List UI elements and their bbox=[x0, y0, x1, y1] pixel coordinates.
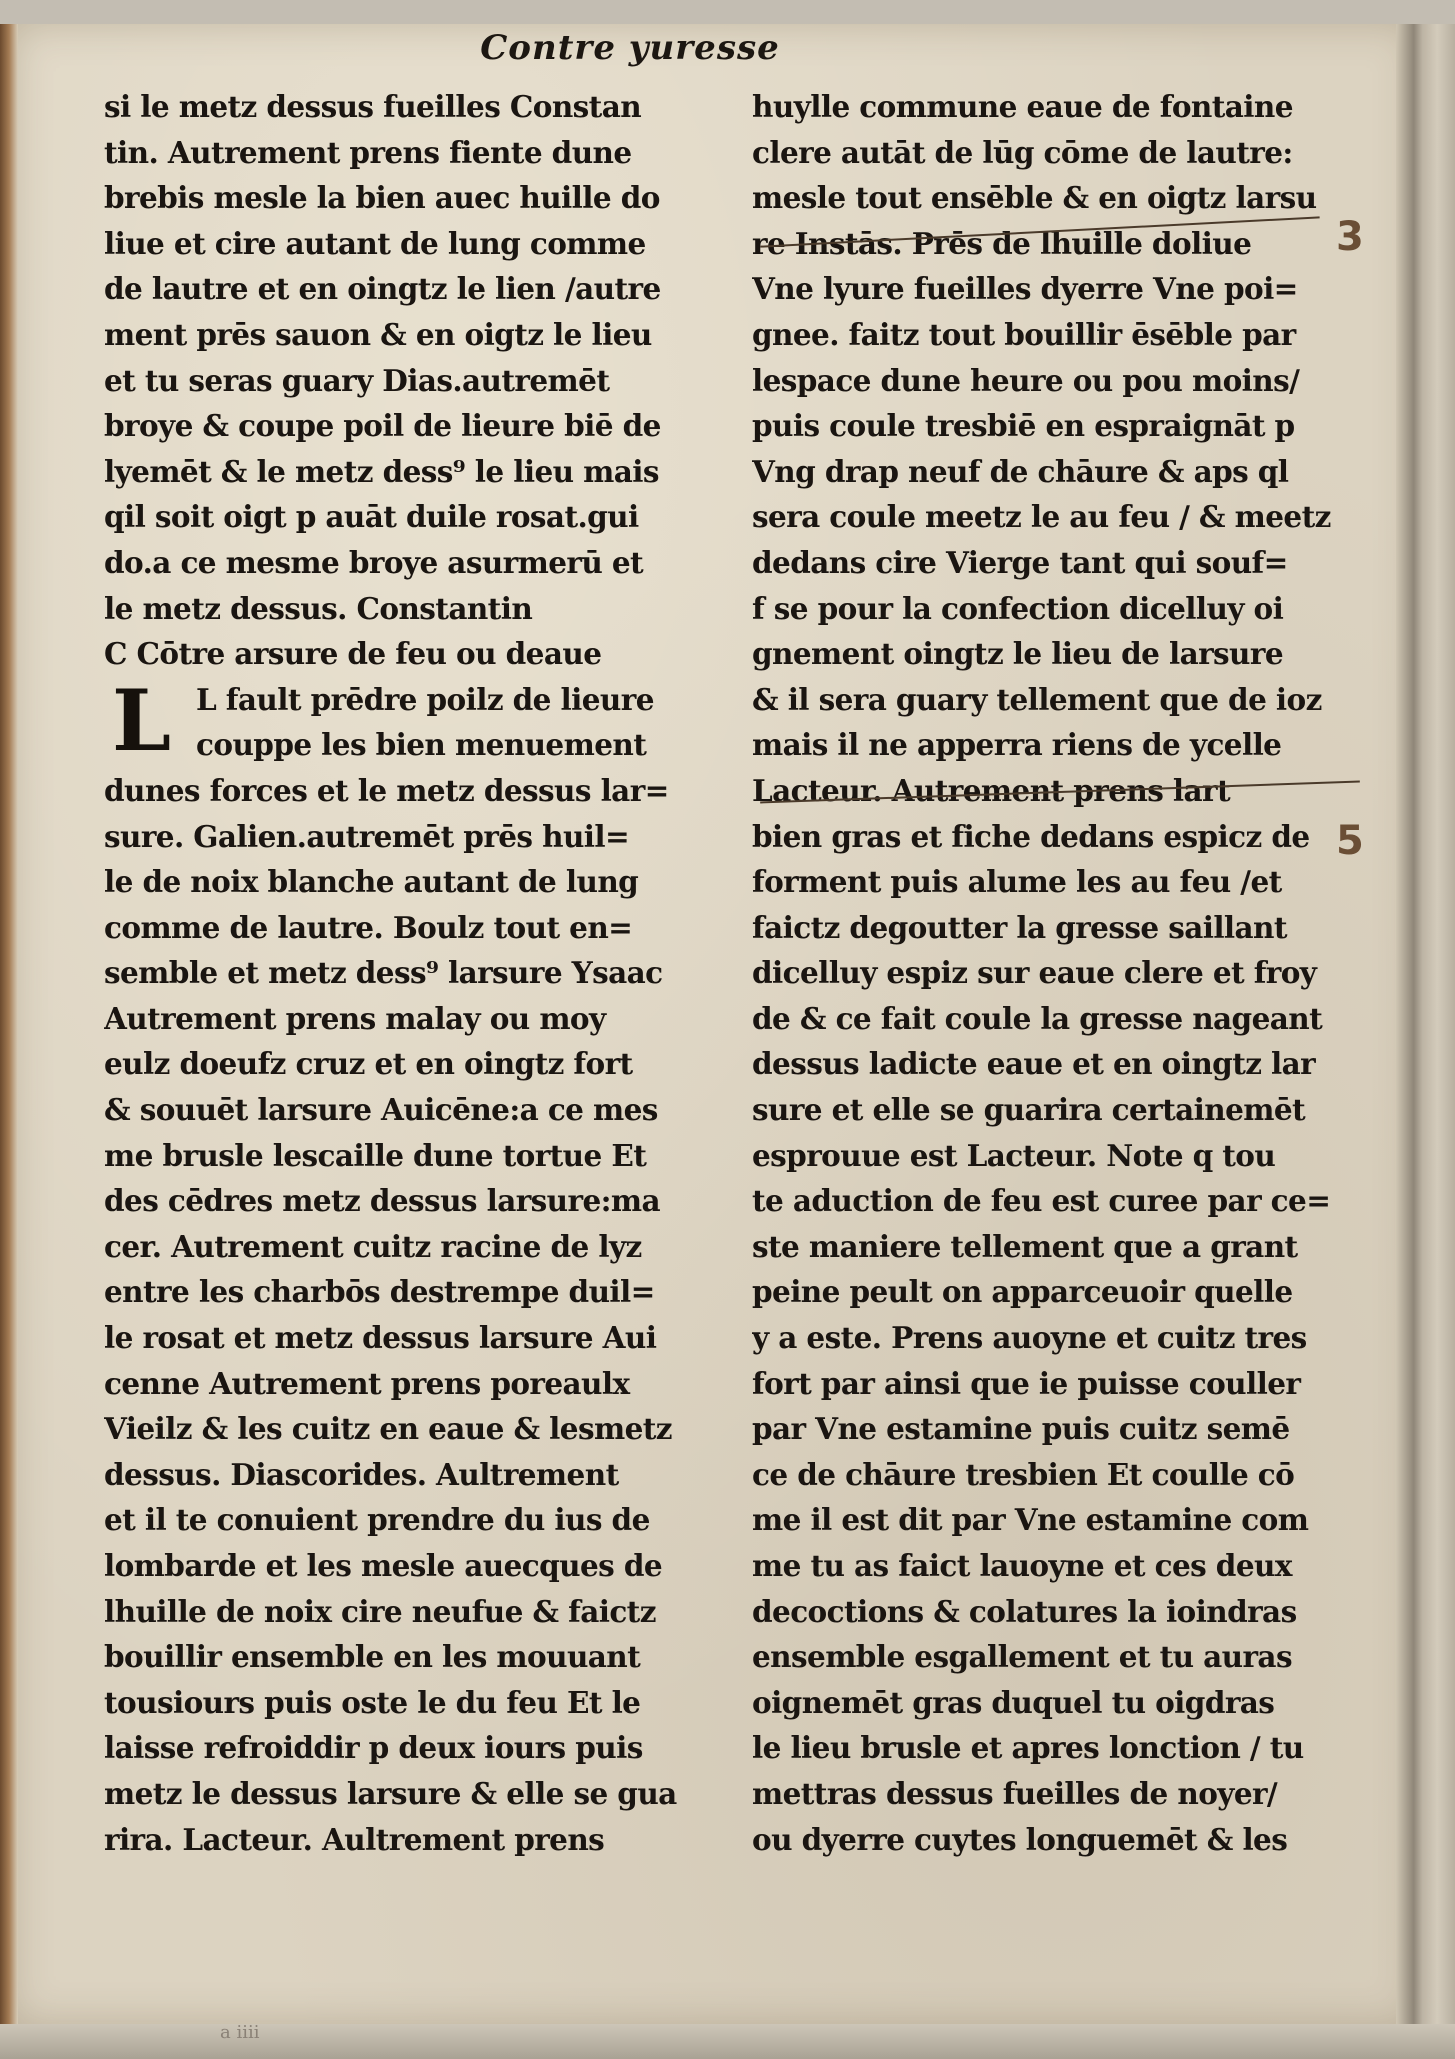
text-line: par Vne estamine puis cuitz semē bbox=[752, 1411, 1290, 1447]
text-line: clere autāt de lūg cōme de lautre: bbox=[752, 134, 1293, 170]
text-line: mettras dessus fueilles de noyer/ bbox=[752, 1775, 1278, 1811]
text-line: Vne lyure fueilles dyerre Vne poi= bbox=[752, 271, 1298, 307]
text-line: cer. Autrement cuitz racine de lyz bbox=[104, 1228, 642, 1264]
text-line: tousiours puis oste le du feu Et le bbox=[104, 1684, 641, 1720]
text-line: Autrement prens malay ou moy bbox=[104, 1000, 606, 1036]
text-line: le lieu brusle et apres lonction / tu bbox=[752, 1730, 1304, 1766]
page-edge-right bbox=[1396, 24, 1455, 2059]
text-line: sera coule meetz le au feu / & meetz bbox=[752, 499, 1331, 535]
text-line: me tu as faict lauoyne et ces deux bbox=[752, 1548, 1292, 1583]
text-line: le de noix blanche autant de lung bbox=[104, 864, 639, 900]
text-line: ment prēs sauon & en oigtz le lieu bbox=[104, 316, 652, 352]
text-line: me brusle lescaille dune tortue Et bbox=[104, 1137, 647, 1173]
text-line: broye & coupe poil de lieure biē de bbox=[104, 408, 661, 444]
left-text-column bbox=[104, 84, 726, 2004]
text-line: dessus ladicte eaue et en oingtz lar bbox=[752, 1046, 1316, 1082]
text-line: sure. Galien.autremēt prēs huil= bbox=[104, 818, 630, 854]
text-line: L fault prēdre poilz de lieure bbox=[196, 681, 654, 717]
text-line: liue et cire autant de lung comme bbox=[104, 225, 646, 261]
text-line: dedans cire Vierge tant qui souf= bbox=[752, 544, 1288, 580]
text-line: peine peult on apparceuoir quelle bbox=[752, 1274, 1293, 1310]
signature-mark: a iiii bbox=[220, 2022, 260, 2043]
text-line: lyemēt & le metz dess⁹ le lieu mais bbox=[104, 453, 659, 489]
text-line: bien gras et fiche dedans espicz de bbox=[752, 818, 1310, 854]
text-line: cenne Autrement prens poreaulx bbox=[104, 1365, 630, 1401]
text-line: et il te conuient prendre du ius de bbox=[104, 1502, 650, 1538]
text-line: puis coule tresbiē en espraignāt p bbox=[752, 408, 1295, 444]
text-line: decoctions & colatures la ioindras bbox=[752, 1593, 1297, 1629]
running-head: Contre yuresse bbox=[480, 28, 780, 68]
text-line: dessus. Diascorides. Aultrement bbox=[104, 1456, 619, 1492]
text-line: couppe les bien menuement bbox=[196, 727, 647, 763]
text-line: gnee. faitz tout bouillir ēsēble par bbox=[752, 316, 1296, 352]
text-line: Vng drap neuf de chāure & aps ql bbox=[752, 453, 1289, 489]
text-line: le metz dessus. Constantin bbox=[104, 590, 533, 626]
text-line: C Cōtre arsure de feu ou deaue bbox=[104, 636, 602, 672]
text-line: huylle commune eaue de fontaine bbox=[752, 89, 1293, 124]
text-line: y a este. Prens auoyne et cuitz tres bbox=[752, 1320, 1307, 1356]
text-line: lombarde et les mesle auecques de bbox=[104, 1548, 663, 1583]
text-line: me il est dit par Vne estamine com bbox=[752, 1502, 1309, 1538]
text-line: forment puis alume les au feu /et bbox=[752, 864, 1282, 900]
text-line: eulz doeufz cruz et en oingtz fort bbox=[104, 1046, 633, 1082]
margin-annotation-mark: 5 bbox=[1336, 818, 1364, 864]
binding-edge-left bbox=[0, 24, 18, 2024]
text-line: f se pour la confection dicelluy oi bbox=[752, 590, 1284, 626]
text-line: ou dyerre cuytes longuemēt & les bbox=[752, 1821, 1288, 1857]
text-line: dicelluy espiz sur eaue clere et froy bbox=[752, 955, 1317, 991]
text-line: rira. Lacteur. Aultrement prens bbox=[104, 1821, 605, 1857]
text-line: Vieilz & les cuitz en eaue & lesmetz bbox=[104, 1411, 672, 1447]
text-line: entre les charbōs destrempe duil= bbox=[104, 1274, 655, 1310]
text-line: ensemble esgallement et tu auras bbox=[752, 1639, 1292, 1675]
text-line: des cēdres metz dessus larsure:ma bbox=[104, 1183, 661, 1219]
text-line: semble et metz dess⁹ larsure Ysaac bbox=[104, 955, 663, 991]
right-text-column bbox=[752, 84, 1384, 2004]
text-line: sure et elle se guarira certainemēt bbox=[752, 1092, 1306, 1128]
text-line: de lautre et en oingtz le lien /autre bbox=[104, 271, 661, 307]
text-line: brebis mesle la bien auec huille do bbox=[104, 180, 660, 216]
text-line: tin. Autrement prens fiente dune bbox=[104, 134, 632, 170]
text-line: si le metz dessus fueilles Constan bbox=[104, 89, 642, 124]
text-line: esprouue est Lacteur. Note q tou bbox=[752, 1137, 1276, 1173]
text-line: te aduction de feu est curee par ce= bbox=[752, 1183, 1331, 1219]
text-line: gnement oingtz le lieu de larsure bbox=[752, 636, 1284, 672]
text-line: lhuille de noix cire neufue & faictz bbox=[104, 1593, 656, 1629]
page-edge-bottom bbox=[0, 2024, 1455, 2059]
text-line: ste maniere tellement que a grant bbox=[752, 1228, 1298, 1264]
text-line: le rosat et metz dessus larsure Aui bbox=[104, 1320, 657, 1356]
margin-annotation-mark: 3 bbox=[1336, 214, 1364, 260]
text-line: lespace dune heure ou pou moins/ bbox=[752, 362, 1300, 398]
text-line: do.a ce mesme broye asurmerū et bbox=[104, 544, 644, 580]
drop-cap-initial: L bbox=[112, 670, 171, 770]
text-line: de & ce fait coule la gresse nageant bbox=[752, 1000, 1323, 1036]
text-line: re Instās. Prēs de lhuille doliue bbox=[752, 225, 1252, 261]
text-line: mais il ne apperra riens de ycelle bbox=[752, 727, 1282, 763]
text-line: bouillir ensemble en les mouuant bbox=[104, 1639, 641, 1675]
text-line: faictz degoutter la gresse saillant bbox=[752, 909, 1287, 945]
text-line: qil soit oigt p auāt duile rosat.gui bbox=[104, 499, 639, 535]
text-line: ce de chāure tresbien Et coulle cō bbox=[752, 1456, 1295, 1492]
text-line: metz le dessus larsure & elle se gua bbox=[104, 1775, 677, 1811]
text-line: et tu seras guary Dias.autremēt bbox=[104, 362, 610, 398]
text-line: Lacteur. Autrement prens lart bbox=[752, 772, 1230, 808]
text-line: dunes forces et le metz dessus lar= bbox=[104, 772, 669, 808]
text-line: & il sera guary tellement que de ioz bbox=[752, 681, 1322, 717]
text-line: oignemēt gras duquel tu oigdras bbox=[752, 1684, 1275, 1720]
text-line: & souuēt larsure Auicēne:a ce mes bbox=[104, 1092, 658, 1128]
text-line: laisse refroiddir p deux iours puis bbox=[104, 1730, 643, 1766]
text-line: fort par ainsi que ie puisse couller bbox=[752, 1365, 1301, 1401]
text-line: mesle tout ensēble & en oigtz larsu bbox=[752, 180, 1317, 216]
text-line: comme de lautre. Boulz tout en= bbox=[104, 909, 633, 945]
